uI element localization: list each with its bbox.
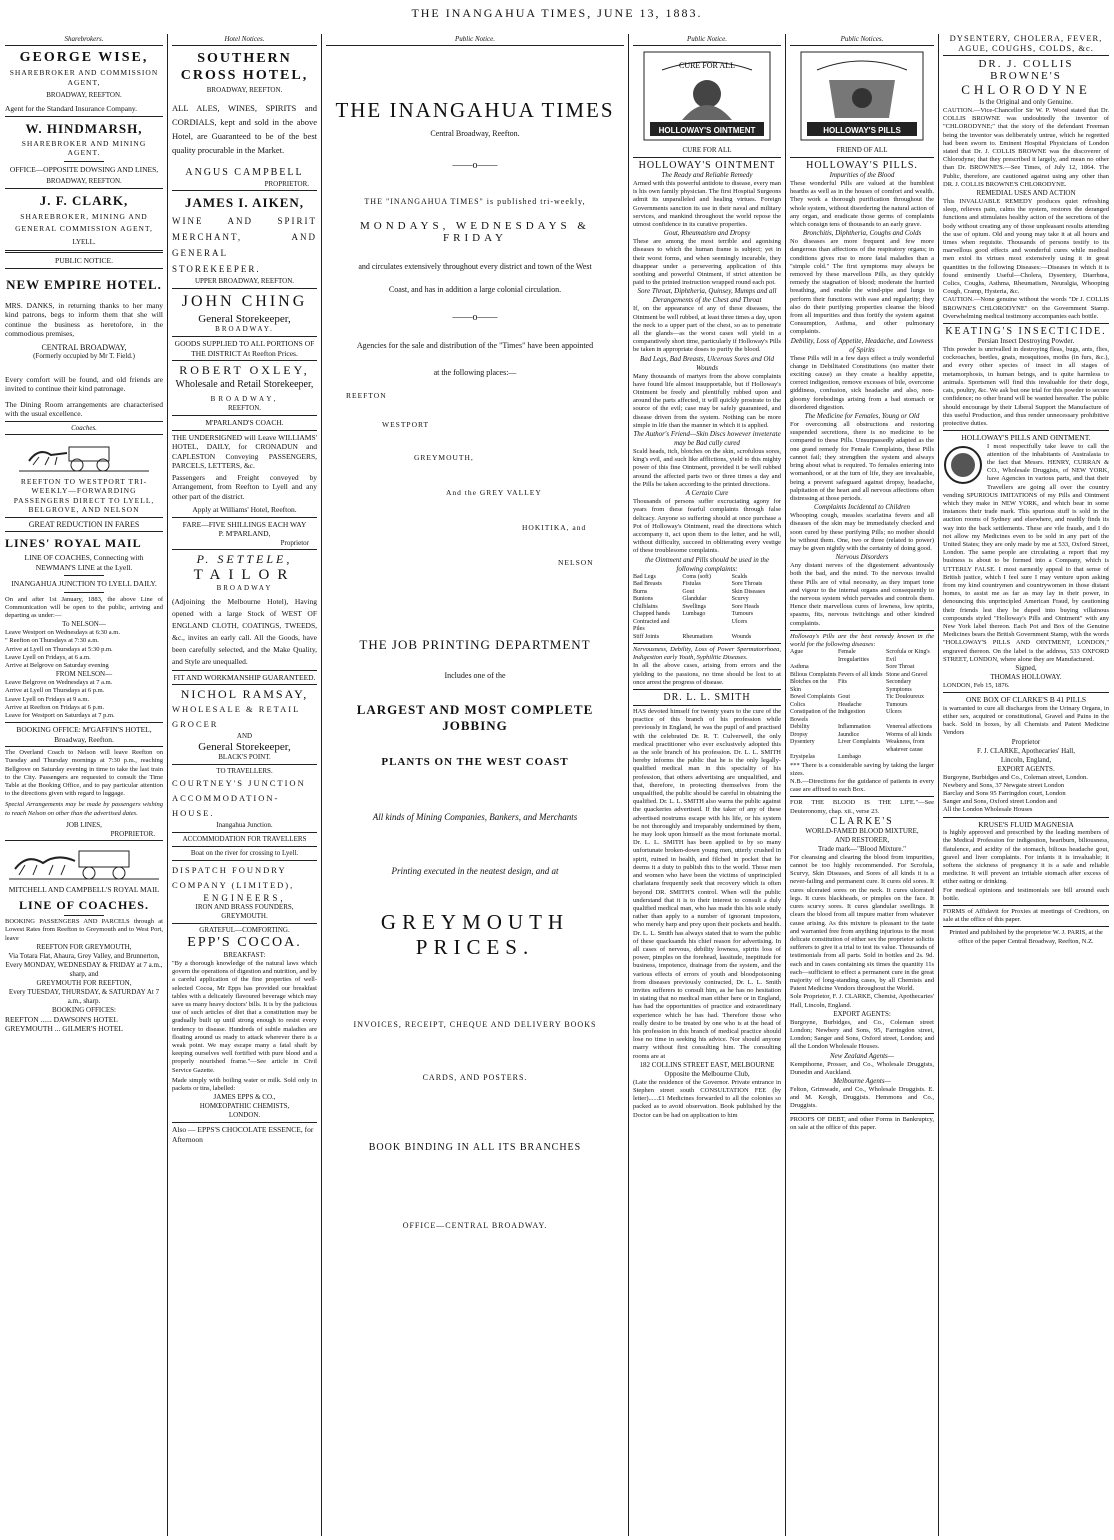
logo-banner: HOLLOWAY'S OINTMENT (658, 126, 756, 135)
advert-address: Inangahua Junction. (216, 821, 273, 829)
advert-desc: MITCHELL AND CAMPBELL'S ROYAL MAIL (8, 884, 160, 894)
list-item: Fistulas (682, 581, 701, 588)
advert-subhead: EXPORT AGENTS. (997, 764, 1055, 773)
advert-title: ONE BOX OF CLARKE'S B 41 PILLS (965, 695, 1087, 705)
list-item: Sore Heads (731, 603, 760, 610)
column-3 (323, 34, 627, 1536)
notice-heading: PUBLIC NOTICE. (55, 256, 113, 265)
advert-text: I most respectfully take leave to call the attention of the inhabitants of Australasia to the fact that Messrs. HENRY, CURRAN & CO., Wholesale Druggists, of NEW YORK, have Agencies in various parts, and that their Travellers are going all over the country vending SPURIOUS IMITATIONS of my Pills and Ointment which they make in NEW YORK, and which bear in some instances their trade mark. This spurious stuff is sold in the auction rooms of Sydney and elsewhere, and readily finds its way into the back settlements. These are vile frauds, and I do not allow my Medicines even to be sold in any part of the United States; they are only made by me at 533, Oxford Street, London. The same people are circulating a report that my business is about to be formed into a Company, which is UTTERLY FALSE. I most earnestly appeal to that sense of British justice, which I feel sure I may venture upon asking from my kind countrymen and countrywomen in those distant homes, to assist me as far as may lay in their power, in denouncing this unprincipled American Fraud, by cautioning their friends lest they be duped into buying villainous compounds styled "Holloway's Pills and Ointment" with any New York label thereon. Each Pot and Box of the Genuine Medicines bears the British Government Stamp, with the words "HOLLOWAY'S PILLS AND OINTMENT, LONDON," engraved thereon. On the label is the address, 533 OXFORD STREET, LONDON, where alone they are Manufactured. (943, 442, 1109, 663)
advert-address: BROADWAY, REEFTON. (206, 86, 283, 94)
agency-town: NELSON (558, 558, 594, 567)
advert-text: BOOKING PASSENGERS AND PARCELS through at Lowest Rates from Reefton to Greymouth and to West Port, leave (5, 918, 163, 942)
advert-text: Agencies for the sale and distribution of the "Times" have been appointed (356, 341, 594, 350)
advert-text: FOR THE BLOOD IS THE LIFE."—See Deuteronomy, chap. xii., verse 23. (790, 799, 934, 815)
list-item: Stone and Gravel (886, 671, 928, 678)
column-rule (167, 34, 168, 1536)
agency-town: And the GREY VALLEY (446, 488, 542, 497)
advert-title: LINE OF COACHES. (19, 898, 149, 913)
advert-text: BOOKING OFFICE: M'GAFFIN'S HOTEL, Broadway, Reefton. (16, 725, 152, 744)
advert-text: If, on the appearance of any of these diseases, the Ointment be well rubbed, at least three times a day, upon the neck to a upper part of the chest, so as to penetrate all the glands—as the worst cases will yield in a comparatively short time, particularly if Holloway's Pills be taken in appropriate doses to purify the blood. (633, 305, 781, 354)
column-1 (2, 34, 166, 1536)
advert-subhead: Complaints Incidental to Children (814, 503, 910, 512)
advert-address: LONDON. (228, 1111, 261, 1120)
advert-text: These wonderful Pills are valued at the humblest hearths as well as in the houses of comfort and wealth. They work a thorough purification throughout the whole system, without disordering the natural action of any organ, and eradicate those germs of complaints which consign tens of thousands to an early grave. (790, 180, 934, 229)
advert-address: BLACK'S POINT. (218, 753, 271, 761)
list-item: Secondary Symptoms (886, 679, 912, 693)
list-item: Fevers of all kinds (838, 671, 883, 678)
column-5 (787, 34, 937, 1536)
coach-engraving-icon (19, 439, 149, 473)
advert-desc: GRATEFUL—COMFORTING. (199, 926, 290, 934)
advert-text: Many thousands of martyrs from the above complaints have found life almost insupportable, but if Holloway's Ointment be freely and plentifully rubbed upon and around the parts affected, it will quickly prostrate to the source of the evil; case may be safely guaranteed, and disease driven from the system. Nothing can be more simple in life than the manner in which it is applied. (633, 372, 781, 429)
list-item: Skin Diseases (731, 588, 766, 595)
advert-title: LINES' ROYAL MAIL (5, 536, 142, 550)
list-item: Scrofula or King's Evil (886, 649, 930, 663)
ointment-logo-icon (642, 50, 772, 142)
trademark-seal-icon (943, 445, 983, 485)
list-item: Sore Throats (731, 581, 763, 588)
list-item: Bowel Complaints (790, 694, 835, 701)
advert-title: HOLLOWAY'S PILLS. (806, 160, 918, 171)
advert-title: NEW EMPIRE HOTEL. (6, 276, 162, 292)
logo-banner: HOLLOWAY'S PILLS (823, 126, 901, 135)
advert-desc: SHAREBROKER AND MINING AGENT. (21, 138, 147, 157)
advert-text: On and after 1st January, 1883, the above Line of Communication will be open to the public, arriving and departing as under:— (5, 595, 163, 619)
list-item: Contracted and Piles (633, 618, 670, 633)
advert-desc: REEFTON FOR GREYMOUTH, (36, 942, 132, 951)
advert-desc: SHAREBROKER, MINING AND GENERAL COMMISSION AGENT, (15, 212, 153, 233)
list-item: Tumours (886, 701, 908, 708)
advert-text: *** There is a considerable saving by taking the larger sizes. (790, 761, 934, 777)
advert-desc: IRON AND BRASS FOUNDERS, (195, 903, 294, 911)
advert-text: WHOLESALE & RETAIL GROCER (172, 704, 301, 729)
advert-text: Boat on the river for crossing to Lyell. (190, 849, 299, 857)
advert-address: CENTRAL BROADWAY, (41, 342, 127, 352)
advert-subhead: the Ointment and Pills should be used in the following complaints: (644, 555, 770, 573)
paper-address: Central Broadway, Reefton. (430, 129, 520, 138)
list-item: Scalds (731, 573, 748, 580)
advert-text: Armed with this powerful antidote to disease, every man is his own family physician. The first Hospital Surgeons admit its unparalleled and healing virtues. Foreign Governments sanction its use in their naval and military services, and mankind throughout the world repose the utmost confidence in its curative properties. (633, 180, 781, 229)
list-item: Erysipelas (790, 754, 815, 761)
section-heading: Coaches. (71, 423, 97, 432)
advert-text: Trade mark—"Blood Mixture." (817, 844, 907, 853)
advert-subhead: REMEDIAL USES AND ACTION (976, 189, 1076, 198)
advert-text: (Adjoining the Melbourne Hotel), Having opened with a large Stock of WEST OF ENGLAND CLOTH, COATINGS, TWEEDS, &c., invites an early call. All the Goods, have been carefully selected, and the Make Quality, and Style are unequalled. (172, 596, 317, 666)
advert-text: FORMS of Affidavit for Proxies at meetings of Creditors, on sale at the office of this paper. (943, 907, 1109, 924)
advert-text: Agent for the Standard Insurance Company. (5, 104, 137, 113)
section-heading: Public Notices. (840, 35, 884, 43)
list-item: Wounds (731, 633, 752, 640)
timetable-heading: To NELSON— (62, 620, 106, 629)
advert-text: Every TUESDAY, THURSDAY, & SATURDAY At 7 a.m., sharp. (8, 987, 160, 1005)
agency-town: REEFTON (346, 391, 387, 400)
advert-text: Special Arrangements may be made by passengers wishing to reach Nelson on other than the advertised dates. (5, 801, 163, 817)
advert-text: Sole Proprietor, F. J. CLARKE, Chemist, Apothecaries' Hall, Lincoln, England. (790, 993, 934, 1009)
complaints-list (633, 574, 781, 642)
advert-desc: INANGAHUA JUNCTION TO LYELL DAILY. (11, 579, 157, 588)
timetable-row: Leave Westport on Wednesdays at 6:30 a.m. (5, 629, 120, 637)
advert-name: JOB LINES, (66, 820, 102, 829)
advert-address: BROADWAY. (215, 325, 274, 333)
advert-text: For medical opinions and testimonials see bill around each bottle. (943, 886, 1109, 902)
advert-text: HAS devoted himself for twenty years to the cure of the practice of this branch of his profession while previously in England, he was the pupil of and practised with the celebrated Dr. R. T. Culverwell, the only medical practitioner who ever exclusively adopted this as the sole branch of his profession. Dr. L. L. SMITH hereby informs the public that he is the only legally-qualified medical man in this speciality of his profession, that others advertising are unqualified, and that, therefore, in protecting themselves from the unqualified, the public should be careful in obtaining the qualified. Dr. L. L. SMITH also warns the public against the quackeries advertised. If the taker of any of these advertised nostrums escape with his life, or his system be not thoroughly and irreparably undermined by them, he may look upon himself as the most fortunate mortal. Dr. L. L. SMITH has been applied to by so many unfortunate broken-down young men, utterly crushed in spirit, ruined in health, and filched in pocket that he deems it a duty to publish this to the world. Those men and women who have been the victims of unprincipled charlatans frequently seek that recovery which is often beyond DR. SMITH'S control. When will the public understand that it is to their interest to consult a duly qualified medical man, who has made this his sole study rather than apply to a number of ignorant impostors, who merely harp and prey upon their pockets and health. Dr. L. L. Smith has always stated that to warn the public of these quacksands his chief reason for advertising. In all cases of nervous, debility lowness, spirits loss of power, pimples on the forehead, lassitude, ineptitude for business, impotence, drainage from the system, and the various effects of errors of youth and bloodpoisoning from diseases previously contracted, Dr. L. L. Smith invites sufferers to consult him, as he has no hesitation in stating that no medical man either here or in England, has had the opportunities of practice and extraordinary experience which he has had. Therefore those who really desire to be treated by one who is at the head of his profession in this branch of medical practice should lose no time in seeking his advice. Nor should anyone marry without first consulting him. The consulting rooms are at (633, 708, 782, 1060)
advert-title: LARGEST AND MOST COMPLETE JOBBING (356, 702, 594, 733)
advert-proprietor: PROPRIETOR. (264, 180, 309, 188)
advert-proprietor-name: ANGUS CAMPBELL (185, 167, 304, 178)
column-rule (321, 34, 322, 1536)
list-item: Chapped hands (633, 611, 670, 618)
advert-title: W. HINDMARSH, (25, 120, 143, 136)
list-item: Bilious Complaints (790, 671, 837, 678)
list-item: Liver Complaints (838, 739, 881, 746)
advert-desc: COURTNEY'S JUNCTION ACCOMMODATION-HOUSE. (172, 778, 306, 818)
advert-text: No diseases are more frequent and few more dangerous than affections of the respiratory organs; in conditions gives rise to more fatal maladies than a "simple cold." The first symptoms may always be removed by these marvellous Pills, as they quickly remedy the stagnation of blood; moderate the hurried breathing, and enable the wind-pipe and lungs to perform their functions with ease and regularity; they also do their purifying properties cleanse the blood from all impurities and thus fortify the system against Consumption, Asthma, and other pulmonary complaints. (790, 238, 934, 336)
advert-text: All kinds of Mining Companies, Bankers, and Merchants (372, 812, 578, 822)
timetable-row: Leave for Westport on Saturdays at 7 p.m. (5, 711, 115, 719)
advert-desc: Persian Insect Destroying Powder. (977, 337, 1075, 346)
advert-text: AND (236, 732, 253, 740)
advert-text: GREYMOUTH ... GILMER'S HOTEL (5, 1024, 124, 1034)
advert-title: HOLLOWAY'S OINTMENT (638, 160, 776, 171)
section-heading: Public Notice. (454, 35, 496, 43)
advert-title: MONDAYS, WEDNESDAYS & FRIDAY (360, 220, 590, 244)
advert-text: Printing executed in the neatest design, and at (391, 866, 559, 876)
timetable-row: Leave Lyell on Fridays at 9 a.m. (5, 695, 90, 703)
advert-text: and circulates extensively throughout every district and town of the West (358, 262, 592, 271)
section-heading: Sharebrokers. (64, 35, 104, 43)
advert-title: DR. J. COLLIS BROWNE'S (978, 58, 1074, 82)
advert-text: ACCOMMODATION FOR TRAVELLERS (182, 835, 307, 843)
advert-text: INVOICES, RECEIPT, CHEQUE AND DELIVERY BOOKS (353, 1020, 597, 1029)
list-item: Debility (790, 724, 810, 731)
ornament-divider: ——o—— (452, 312, 498, 323)
advert-title: JAMES I. AIKEN, (184, 195, 305, 210)
timetable-row: Arrive at Lyell on Thursdays at 5:30 p.m. (5, 645, 113, 653)
advert-text: Every MONDAY, WEDNESDAY & FRIDAY at 7 a.m., sharp, and (5, 960, 163, 978)
advert-subhead: Nervousness, Debility, Loss of Power Spermatorrhoea, Indigestion early Youth, Syphilitic Diseases. (633, 646, 781, 662)
timetable-row: Leave Belgrove on Wednesdays at 7 a.m. (5, 679, 113, 687)
advert-proprietor: PROPRIETOR. (110, 829, 155, 838)
advert-text: For cleansing and clearing the blood from impurities, cannot be too highly recommended. For Scrofula, Scurvy, Skin Diseases, and Sores of all kinds it is a never-failing and permanent cure. It cures old sores. It cures ulcerated sores on the neck. It cures ulcerated legs. It cures blackheads, or pimples on the face. It cures scurvy sores. It cures glandular swellings. It clears the blood from all impure matter from whatever cause arising. As this mixture is pleasant to the taste and warranted free from anything injurious to the most delicate constitution of either sex the proprietor solicits sufferers to give it a trial to test its value. Thousands of testimonials from all parts. Sold in bottles and 2s. 9d. each and in cases containing six times the quantity 11s each—sufficient to effect a permanent cure in the great majority of long-standing cases, by all Chemists and Patent Medicine Vendors throughout the World. (790, 853, 934, 993)
agency-town: GREYMOUTH, (414, 453, 474, 462)
advert-text: Any distant nerves of the digestement advantously both the bad, and the mind. To the nervous invalid these Pills are of vital necessity, as they impart tone and vigour to the internal organs and consequently to the nervous system which pervades and controls them. Hence their marvellous cures of lowness, low spirits, spasms, fits, nervous twitchings and other kindred complaints. (790, 562, 934, 627)
list-item: Lumbago (682, 611, 706, 618)
list-item: Dysentery (790, 739, 815, 746)
list-item: Rheumatism (682, 633, 713, 640)
list-item: Swellings (682, 603, 706, 610)
advert-address: 182 COLLINS STREET EAST, MELBOURNE Opposite the Melbourne Club, (639, 1060, 775, 1078)
column-rule (628, 34, 629, 1536)
advert-title: DYSENTERY, CHOLERA, FEVER, AGUE, COUGHS, COLDS, &c. (949, 34, 1103, 53)
list-item: Stiff Joints (633, 633, 660, 640)
list-item (838, 664, 886, 672)
advert-title: M'PARLAND'S COACH. (205, 418, 284, 427)
advert-text: Felton, Grimwade, and Co., Wholesale Druggists. E. and M. Keogh, Druggists. Hemmons and Co., Druggists. (790, 1085, 934, 1110)
advert-text: Signed, (1015, 664, 1037, 673)
logo-text: CURE FOR ALL (678, 61, 736, 70)
list-item: Bad Breasts (633, 581, 662, 588)
advert-desc: SHAREBROKER AND COMMISSION AGENT, (9, 68, 159, 87)
advert-text: Coast, and has in addition a large colonial circulation. (388, 285, 562, 294)
timetable-heading: FROM NELSON— (55, 670, 113, 679)
advert-text: In all the above cases, arising from errors and the yielding to the passions, no time should be lost to at once arrest the progress of disease. (633, 662, 781, 686)
advert-text: REEFTON ...... DAWSON'S HOTEL (5, 1014, 118, 1024)
advert-subhead: Nervous Disorders (835, 553, 889, 562)
advert-title: GREYMOUTH PRICES. (380, 910, 570, 959)
diseases-list (790, 649, 934, 762)
timetable-row: Arrive at Reefton on Fridays at 6 p.m. (5, 703, 105, 711)
advert-text: MRS. DANKS, in returning thanks to her many kind patrons, begs to inform them that she will continue the business as heretofore, in the commodious premises, (5, 300, 163, 338)
advert-address: REEFTON. (227, 404, 262, 412)
advert-subhead: Sore Throat, Diphtheria, Quinsey, Mumps and all Derangements of the Chest and Throat (637, 287, 777, 305)
list-item (886, 754, 934, 762)
list-item: Chilblains (633, 603, 658, 610)
advert-subhead: Holloway's Pills are the best remedy known in the world for the following diseases: (790, 632, 934, 648)
advert-text: is highly approved and prescribed by the leading members of the Medical Profession for indigestion, heartburn, biliousness, flatulence, and acidity of the stomach, bilious headache gout, gravel and liver complaints. For infants it is invaluable; it softens the sickness of pregnancy it is a safe and reliable medicine. It will prevent an irritable stomach after excess of either eating or drinking. (943, 829, 1109, 886)
advert-text: Thousands of persons suffer excruciating agony for years from these fearful complaints through false delicacy. Anyone so suffering should at once purchase a Pot of Holloway's Ointment, read the directions which accompany it, act upon them to the letter, and he will, without difficulty, succeed in obliterating every vestige of these troublesome complaints. (633, 498, 781, 555)
list-item: Tic Douloureux (886, 694, 924, 701)
pills-logo-icon (799, 50, 925, 142)
advert-address: BROADWAY, (210, 395, 279, 403)
advert-address: Lincoln, England, (1000, 755, 1052, 764)
advert-title: CHLORODYNE (961, 82, 1091, 97)
advert-subhead: The Medicine for Females, Young or Old (804, 412, 920, 421)
advert-text: The Overland Coach to Nelson will leave Reefton on Tuesday and Thursday mornings at 7:30 p.m., reaching Bellgrove on Saturday evening in time to take the last train to the City. Passengers are requested to consult the Time Table at the Booking Office, and to pay particular attention to the directions given with regard to luggage. (5, 749, 163, 798)
logo-caption: CURE FOR ALL (682, 146, 732, 154)
list-item: Coms (soft) (682, 573, 711, 580)
list-item: Glandular (682, 596, 707, 603)
advert-text: WINE AND SPIRIT MERCHANT, AND GENERAL STOREKEEPER. (172, 216, 317, 274)
advert-desc: Is the Original and only Genuine. (979, 98, 1073, 106)
timetable-row: Leave Lyell on Fridays, at 6 a.m. (5, 653, 91, 661)
advert-text: (Late the residence of the Governor. Private entrance in Stephen street south CONSULTATION FEE (by letter)......£1 Medicines forwarded to all the colonies so packed as to avoid observation. Book published by the Doctor can be had on application to him (633, 1078, 781, 1119)
column-2 (169, 34, 320, 1536)
advert-desc: WORLD-FAMED BLOOD MIXTURE, (805, 826, 919, 835)
list-item: Weakness, from whatever cause (886, 739, 925, 753)
advert-title: JOHN CHING (181, 293, 308, 310)
list-item: Gout (838, 694, 850, 701)
advert-title: ROBERT OXLEY, (179, 363, 310, 377)
advert-text: Every comfort will be found, and old friends are invited to continue their kind patronage. (5, 374, 163, 393)
advert-text: This INVALUABLE REMEDY produces quiet refreshing sleep, relieves pain, calms the system, restores the deranged functions and stimulates healthy action of the secretions of the body without creating any of those unpleasant results attending the use of opium. Old and young may take it at all hours and times when requisite. Thousands of persons testify to its marvellous good effects and wonderful cures while medical men extol its virtues most extensively using it in great quantities in the following Diseases:—Diseases in which it is found eminently Useful—Cholera, Dysentery, Diarrhœa, Colics, Coughs, Asthma, Rheumatism, Neuralgia, Whooping Cough, Cramp, Hysteria, &c. (943, 198, 1109, 296)
advert-subhead: The Ready and Reliable Remedy (661, 171, 753, 179)
advert-address: LYELL. (72, 238, 96, 246)
paper-title: THE INANGAHUA TIMES (335, 98, 615, 122)
advert-title: EPP'S COCOA. (187, 935, 302, 950)
list-item: Tumours (731, 611, 754, 618)
advert-subhead: The Author's Friend—Skin Discs however inveterate may be Bad cully cured (633, 430, 781, 448)
advert-text: GOODS SUPPLIED TO ALL PORTIONS OF THE DISTRICT At Reefton Prices. (174, 339, 315, 358)
list-item: Colics (790, 701, 806, 708)
list-item: Burns (633, 588, 648, 595)
advert-text: This powder is unrivalled in destroying fleas, bugs, ants, flies, cockroaches, beetles, gnats, mosquitoes, moths (in furs, &c.), and every other species of insect in all stages of metamorphosis, in human beings, and is quite harmless to animals. Sportsmen will find this invaluable for their dogs, cats, poultry, &c. We ask but one trial for this powder to secure confidence; no other brand will be wanted hereafter. The public should encourage by their Liberal Support the Manufacture of this useful Production, and thus render unnecessary prohibitive protective duties. (943, 346, 1109, 427)
mail-coach-engraving-icon (9, 845, 159, 881)
advert-desc: General Storekeeper, (198, 313, 291, 325)
list-item: Venereal affections (886, 724, 933, 731)
advert-text: Apply at Williams' Hotel, Reefton. (192, 505, 297, 514)
column-6 (940, 34, 1112, 1536)
advert-title: KRUSE'S FLUID MAGNESIA (978, 819, 1074, 829)
advert-text: For overcoming all obstructions and restoring suspended secretions, there is no medicine to be compared to these Pills. Unsurpassedly adapted as the one grand remedy for Female Complaints, these Pills cannot fail; they strengthen the system and always bring about what is required. To females entering into womanhood, or at the turn of life, they are invaluable, being a prevent safeguard against dropsy, headache, palpitation of the heart and all nervous affections often distressing at those periods. (790, 421, 934, 502)
advert-title: REEFTON TO WESTPORT TRI-WEEKLY—FORWARDING PASSENGERS DIRECT TO LYELL, BELGROVE, AND NELSON (13, 476, 155, 514)
advert-title: TO TRAVELLERS. (216, 767, 273, 775)
agency-town: HOKITIKA, and (522, 523, 587, 532)
list-item: Ulcers (731, 618, 748, 625)
advert-subhead: Bronchitis, Diphtheria, Coughs and Colds (802, 229, 922, 238)
advert-subhead: New Zealand Agents— (829, 1051, 895, 1060)
advert-desc: ENGINEERS, (203, 893, 286, 903)
advert-date: LONDON, Feb 15, 1876. (943, 682, 1010, 690)
advert-subhead: EXPORT AGENTS: (833, 1009, 891, 1018)
list-item: Ulcers (886, 709, 902, 716)
list-item: Ague (790, 649, 803, 656)
advert-text: ALL ALES, WINES, SPIRITS and CORDIALS, kept and sold in the above Hotel, are Guaranteed to be of the best quality procurable in the Market. (172, 103, 317, 155)
section-heading: Public Notice. (686, 35, 728, 43)
advert-text: Newbery and Sons, 37 Newgate street London (943, 781, 1065, 789)
advert-text: THE "INANGAHUA TIMES" is published tri-weekly, (364, 197, 586, 206)
advert-desc: AND RESTORER, (834, 835, 890, 844)
advert-text: Includes one of the (444, 671, 506, 680)
advert-subhead: Bad Legs, Bad Breasts, Ulcerous Sores and Old Wounds (640, 354, 774, 372)
advert-title: J. F. CLARK, (39, 193, 129, 208)
advert-desc: LINE OF COACHES, Connecting with NEWMAN'S LINE at the Lyell. (24, 553, 144, 572)
advert-title: GREAT REDUCTION IN FARES (28, 519, 140, 529)
advert-desc: General Storekeeper, (198, 741, 291, 753)
list-item: Fits (838, 679, 848, 686)
advert-text: CAUTION.—Vice-Chancellor Sir W. P. Wood stated that Dr. COLLIS BROWNE was undoubtedly the inventor of "CHLORODYNE;" that the story of the defendant Freeman being the inventor was deliberately untrue, which he regretted had been sworn to. Eminent Hospital Physicians of London stated that Dr. J. COLLIS BROWNE was the discoverer of Chlorodyne; that they prescribed it largely, and mean no other than Dr. BROWNE'S.—See Times, of July 12, 1864. The Public, therefore, are cautioned against using any other than DR. J. COLLIS BROWNE'S CHLORODYNE. (943, 107, 1109, 188)
advert-text: Burgoyne, Burbidges, and Co., Coleman street London; Newbery and Sons, 95, Farringdon street, London; Sanger and Sons, Oxford street, London; and all the London Wholesale Houses. (790, 1018, 934, 1051)
advert-text: Also — EPPS'S CHOCOLATE ESSENCE, for Afternoon (172, 1125, 314, 1144)
advert-subhead: Debility, Loss of Appetite, Headache, and Lowness of Spirits (790, 336, 934, 354)
advert-title: SOUTHERN CROSS HOTEL, (180, 51, 309, 83)
advert-text: FIT AND WORKMANSHIP GUARANTEED. (173, 672, 316, 682)
advert-text: (Formerly occupied by Mr T. Field.) (33, 351, 135, 360)
advert-address: GREYMOUTH. (221, 912, 268, 920)
advert-name: THOMAS HOLLOWAY. (990, 673, 1062, 682)
advert-text: All the London Wholesale Houses (943, 806, 1033, 814)
advert-text: "By a thorough knowledge of the natural laws which govern the operations of digestion and nutrition, and by a careful application of the fine properties of well-selected Cocoa, Mr Epps has provided our breakfast tables with a delicately flavoured beverage which may save us many heavy doctors' bills. It is by the judicious use of such articles of diet that a constitution may be gradually built up until strong enough to resist every tendency to disease. Hundreds of subtle maladies are floating around us ready to attack wherever there is a weak point. We may escape many a fatal shaft by keeping ourselves well fortified with pure blood and a properly nourished frame."—See article in Civil Service Gazette. (172, 960, 317, 1074)
advert-text: OFFICE—CENTRAL BROADWAY. (402, 1221, 548, 1230)
advert-title: DISPATCH FOUNDRY COMPANY (LIMITED), (172, 865, 295, 890)
advert-desc: BREAKFAST: (223, 951, 266, 959)
list-item (682, 619, 731, 634)
advert-name: JAMES EPPS & CO., (213, 1093, 276, 1102)
advert-text: Kempthorne, Prosser, and Co., Wholesale Druggists, Dunedin and Auckland. (790, 1060, 934, 1076)
column-rule (938, 34, 939, 1536)
list-item: Jaundice (838, 731, 859, 738)
logo-caption: FRIEND OF ALL (836, 146, 888, 154)
advert-address: BROADWAY, REEFTON. (46, 177, 122, 185)
list-item: Blotches on the Skin (790, 679, 828, 693)
list-item: Headache (838, 701, 862, 708)
advert-name: F. J. CLARKE, Apothecaries' Hall, (977, 746, 1075, 755)
advert-title: NICHOL RAMSAY, (180, 687, 309, 701)
advert-title: GEORGE WISE, (19, 50, 149, 65)
advert-desc: Wholesale and Retail Storekeeper, (175, 379, 314, 390)
advert-title: KEATING'S INSECTICIDE. (945, 326, 1107, 338)
advert-subhead: A Certain Cure (685, 489, 729, 498)
advert-text: OFFICE—OPPOSITE DOWSING AND LINES, (9, 164, 159, 174)
list-item: Constipation of the Bowels (790, 709, 836, 723)
advert-text: Passengers and Freight conveyed by Arrangement, from Reefton to Lyell and any other part of the district. (172, 472, 317, 501)
advert-text: Scald heads, itch, blotches on the skin, scrofulous sores, king's evil, and such like afflictions, yield to this mighty power of this fine Ointment, provided it be well rubbed around the affected parts two or three times a day and the Pills be taken according to the printed directions. (633, 448, 781, 488)
advert-subhead: Gout, Rheumatism and Dropsy (663, 229, 751, 238)
advert-text: Barclay and Sons 95 Farringdon court, London (943, 790, 1066, 798)
advert-text: PROOFS OF DEBT, and other Forms in Bankruptcy, on sale at the office of this paper. (790, 1115, 934, 1131)
advert-address: BROADWAY, REEFTON. (46, 91, 122, 99)
section-heading: Hotel Notices. (224, 35, 265, 43)
advert-address: BROADWAY (216, 583, 273, 592)
advert-proprietor-name: P. M'PARLAND, (218, 529, 271, 538)
advert-title: PLANTS ON THE WEST COAST (381, 756, 569, 768)
list-item: Scurvy (731, 596, 749, 603)
list-item: Sore Throat (886, 664, 915, 671)
ornament-divider: ——o—— (452, 160, 498, 171)
masthead: THE INANGAHUA TIMES, JUNE 13, 1883. (411, 6, 703, 20)
advert-proprietor: Proprietor (280, 538, 309, 547)
imprint: Printed and published by the proprietor W. J. PARIS, at the office of the paper Central Broadway, Reefton, N.Z. (949, 929, 1103, 945)
advert-text: Sanger and Sons, Oxford street London and (943, 798, 1057, 806)
advert-title: CLARKE'S (830, 815, 894, 827)
advert-title: HOLLOWAY'S PILLS AND OINTMENT. (961, 433, 1091, 443)
advert-subhead: Impurities of the Blood (829, 171, 895, 179)
list-item: Worms of all kinds (886, 731, 932, 738)
advert-desc: BOOKING OFFICES: (52, 1005, 116, 1014)
timetable-row: " Reefton on Thursdays at 7:30 a.m. (5, 637, 99, 645)
advert-desc: HOMŒOPATHIC CHEMISTS, (199, 1102, 290, 1111)
advert-text: Whooping cough, measles scarlatina fevers and all diseases of the skin may be immediately checked and soon cured by these purifying Pills; no mother should be without them. One, two or three (related to power) may be given nightly with the certainty of doing good. (790, 512, 934, 552)
advert-desc: TAILOR (193, 566, 296, 583)
list-item: Inflammation (838, 724, 871, 731)
advert-text: THE UNDERSIGNED will Leave WILLIAMS' HOTEL, DAILY, for CRONADUN and CAPLESTON Conveying PASSENGERS, PARCELS, LETTERS, &c. (172, 432, 317, 470)
list-item: Asthma (790, 664, 809, 671)
timetable-row: Arrive at Belgrove on Saturday evening (5, 661, 109, 669)
advert-subhead: Melbourne Agents— (833, 1076, 891, 1085)
list-item: Bunions (633, 596, 654, 603)
list-item: Gout (682, 588, 695, 595)
advert-text: FARE—FIVE SHILLINGS EACH WAY (182, 519, 307, 529)
agency-town: WESTPORT (382, 420, 430, 429)
advert-text: CAUTION.—None genuine without the words "Dr J. COLLIS BROWNE'S CHLORODYNE" on the Government Stamp. Overwhelming medical testimony accompanies each bottle. (943, 296, 1109, 320)
list-item: Bad Legs (633, 573, 656, 580)
advert-text: Proprietor (1011, 737, 1041, 746)
advert-title: THE JOB PRINTING DEPARTMENT (359, 637, 591, 652)
column-rule (785, 34, 786, 1536)
list-item: Lumbago (838, 754, 861, 761)
advert-text: Burgoyne, Burbidges and Co., Coleman street, London. (943, 773, 1088, 781)
column-4 (630, 34, 784, 1536)
advert-text: Via Totara Flat, Ahaura, Grey Valley, and Brunnerton, (8, 951, 160, 960)
advert-text: Made simply with boiling water or milk. Sold only in packets or tins, labelled: (172, 1076, 317, 1093)
advert-text: N.B.—Directions for the guidance of patients in every case are affixed to each Box. (790, 778, 934, 794)
advert-text: BOOK BINDING IN ALL ITS BRANCHES (368, 1142, 582, 1153)
advert-desc: GREYMOUTH FOR REEFTON, (36, 978, 132, 987)
advert-text: The Dining Room arrangements are characterised with the usual excellence. (5, 399, 163, 418)
advert-title: P. SETTELE, (196, 551, 293, 566)
advert-title: DR. L. L. SMITH (663, 692, 751, 704)
advert-address: UPPER BROADWAY, REEFTON. (194, 277, 295, 285)
advert-text: is warranted to cure all discharges from the Urinary Organs, in either sex, acquired or constitutional, Gravel and Pains in the back. Sold in boxes, by all Chemists and Patent Medicine Vendors (943, 704, 1109, 737)
list-item: Dropsy (790, 731, 808, 738)
list-item: Indigestion (838, 709, 865, 716)
advert-text: at the following places:— (433, 368, 517, 377)
list-item: Female Irregularities (838, 649, 869, 663)
timetable-row: Arrive at Lyell on Thursdays at 6 p.m. (5, 687, 105, 695)
advert-text: These Pills will in a few days effect a truly wonderful change in Debilitated Constitutions (no matter their exciting cause) as they create a healthy appetite, correct indigestion, remove excesses of bile, overcome giddiness, confusion, sick headache and also, non-gloomy forebodings arising from a bad stomach or disordered digestion. (790, 354, 934, 411)
advert-text: These are among the most terrible and agonising diseases to which the human frame is subject; yet in their worst forms, and when seemingly incurable, they disappear under a persevering application of this soothing and powerful Ointment, if strict attention be paid to the printed instruction wrapped round each pot. (633, 238, 781, 287)
advert-text: CARDS, AND POSTERS. (422, 1073, 528, 1082)
